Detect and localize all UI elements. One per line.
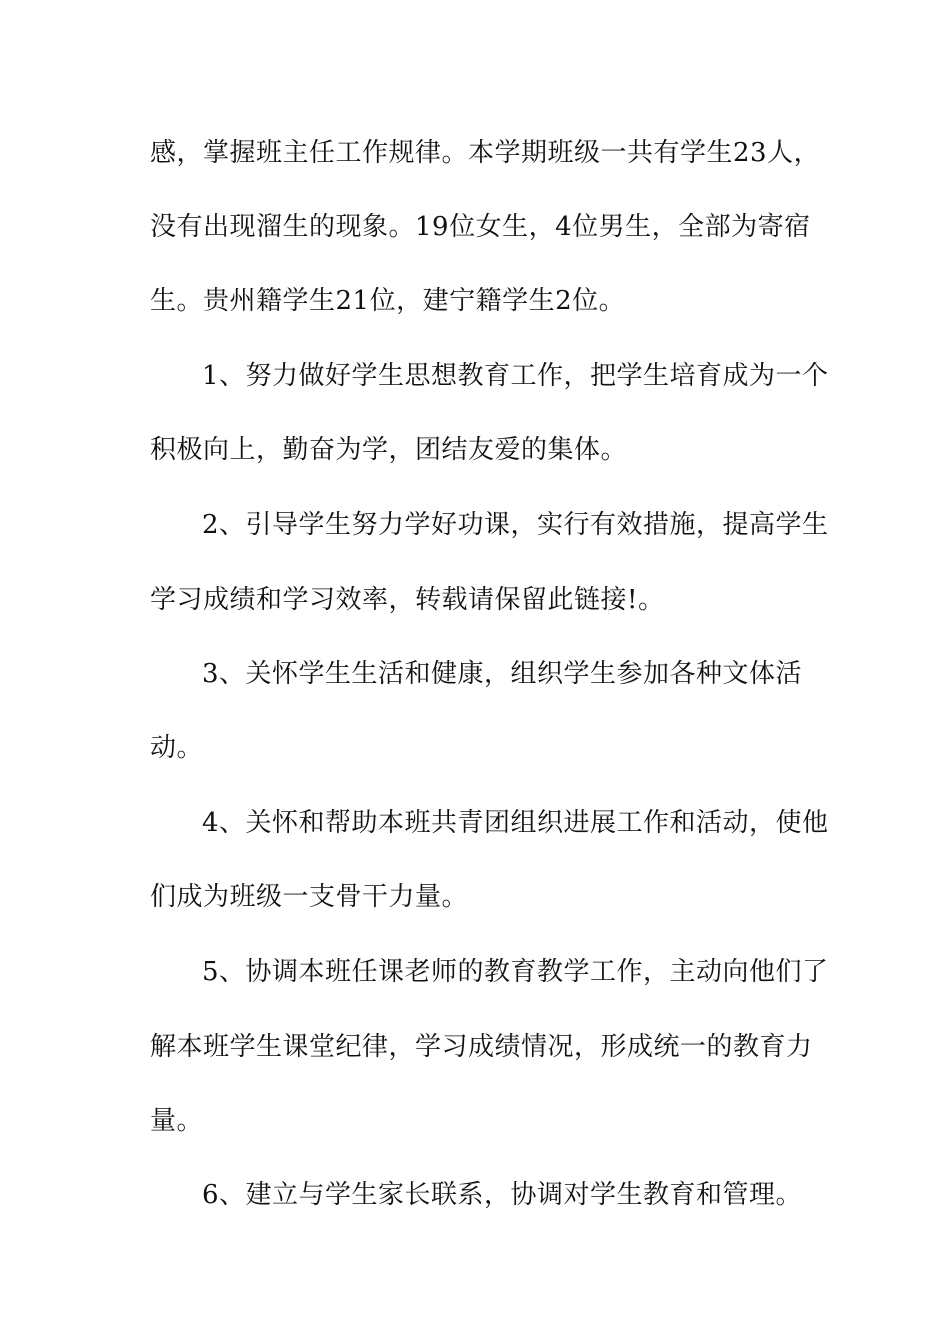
list-item-4: 4、关怀和帮助本班共青团组织进展工作和活动，使他 <box>202 808 829 838</box>
list-item-5-continuation: 量。 <box>150 1106 204 1136</box>
list-item-6: 6、建立与学生家长联系，协调对学生教育和管理。 <box>202 1180 803 1210</box>
list-item-3-continuation: 动。 <box>150 733 204 763</box>
list-item-4-continuation: 们成为班级一支骨干力量。 <box>150 882 469 912</box>
list-item-2: 2、引导学生努力学好功课，实行有效措施，提高学生 <box>202 510 829 540</box>
list-item-1: 1、努力做好学生思想教育工作，把学生培育成为一个 <box>202 361 829 391</box>
list-item-2-continuation: 学习成绩和学习效率，转载请保留此链接!。 <box>150 585 665 615</box>
paragraph-line: 感，掌握班主任工作规律。本学期班级一共有学生23人， <box>150 138 821 168</box>
paragraph-line: 没有出现溜生的现象。19位女生，4位男生，全部为寄宿 <box>150 212 811 242</box>
list-item-1-continuation: 积极向上，勤奋为学，团结友爱的集体。 <box>150 435 628 465</box>
list-item-5: 5、协调本班任课老师的教育教学工作，主动向他们了 <box>202 957 829 987</box>
list-item-5-continuation: 解本班学生课堂纪律，学习成绩情况，形成统一的教育力 <box>150 1032 813 1062</box>
list-item-3: 3、关怀学生生活和健康，组织学生参加各种文体活 <box>202 659 803 689</box>
paragraph-line: 生。贵州籍学生21位，建宁籍学生2位。 <box>150 286 626 316</box>
